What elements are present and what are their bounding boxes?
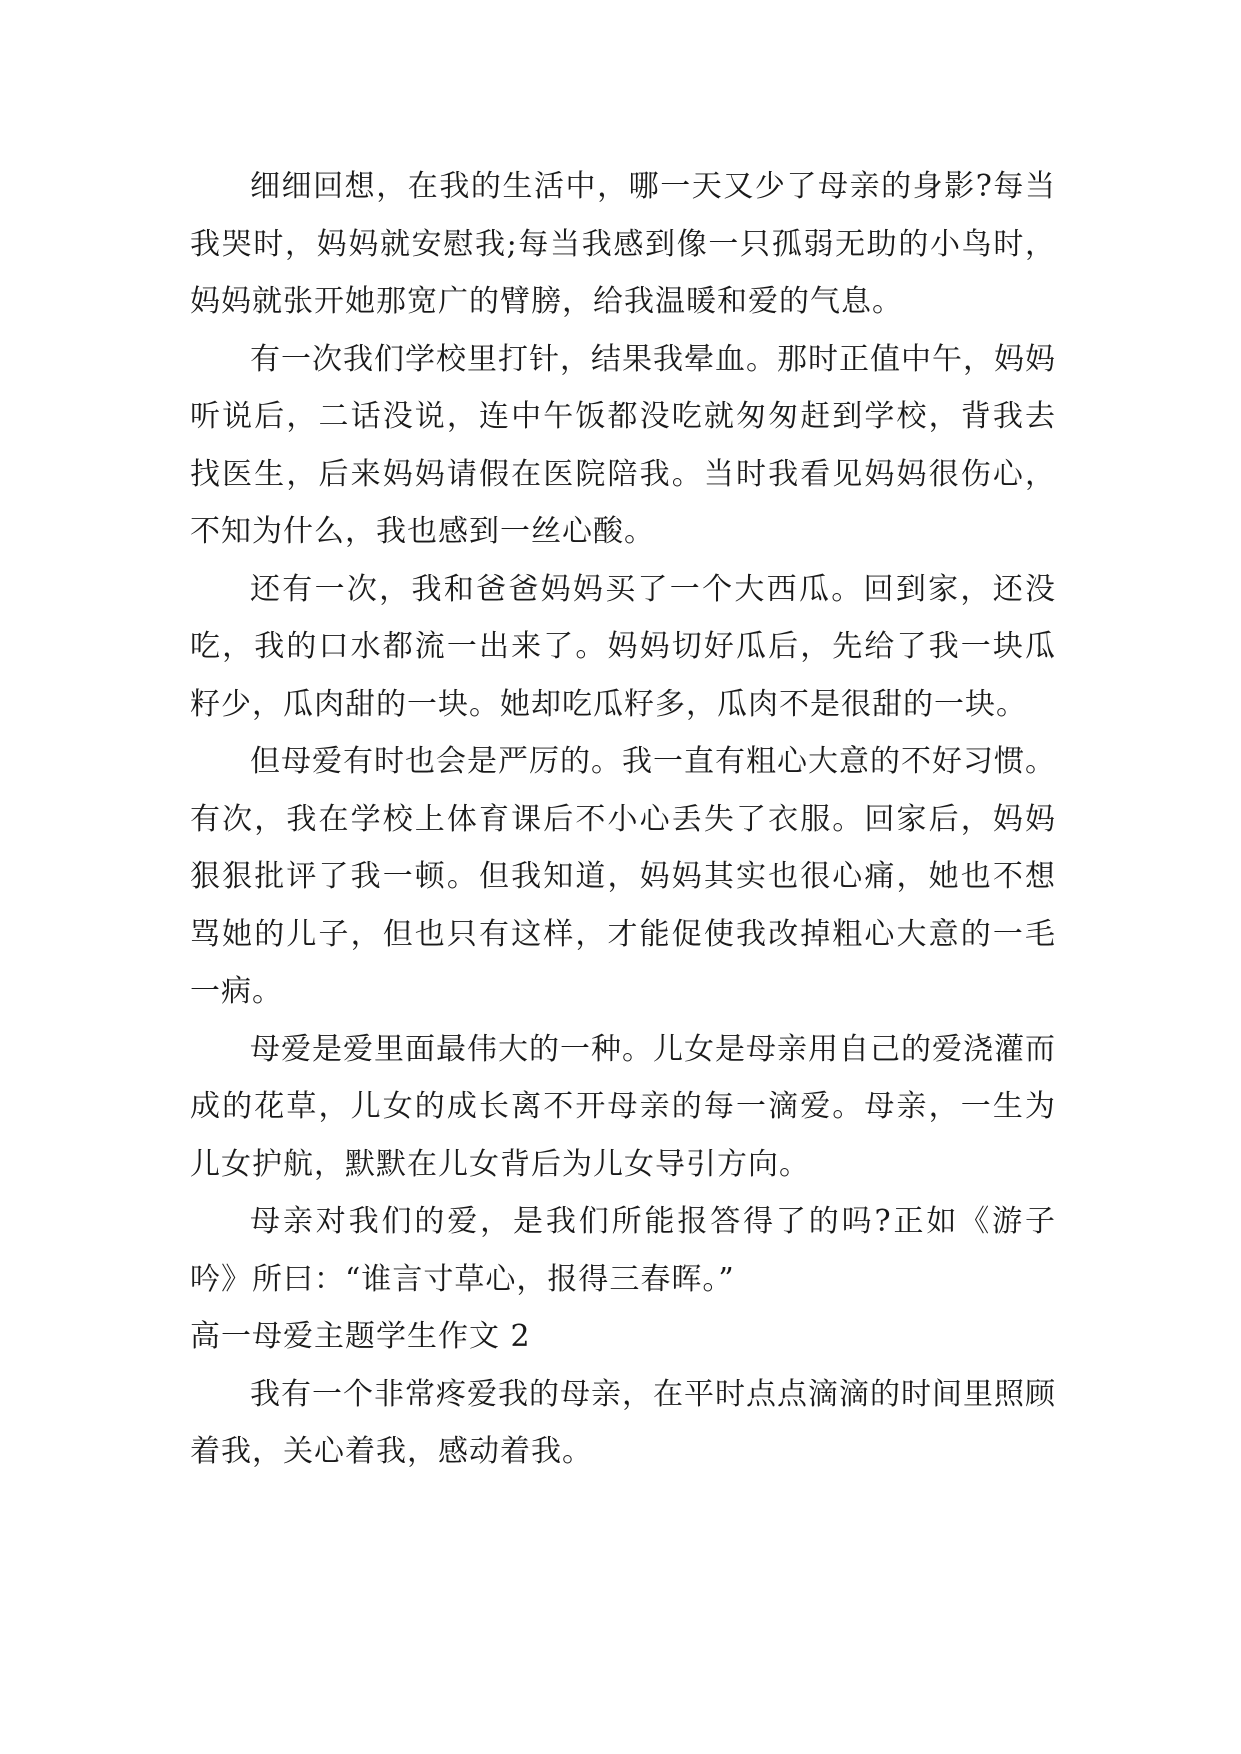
paragraph: 我有一个非常疼爱我的母亲，在平时点点滴滴的时间里照顾着我，关心着我，感动着我。 — [190, 1376, 1056, 1469]
paragraph: 母爱是爱里面最伟大的一种。儿女是母亲用自己的爱浇灌而成的花草，儿女的成长离不开母亲的每一滴爱。母亲，一生为儿女护航，默默在儿女背后为儿女导引方向。 — [190, 1031, 1056, 1182]
section-heading: 高一母爱主题学生作文 2 — [190, 1319, 531, 1354]
paragraph: 母亲对我们的爱，是我们所能报答得了的吗?正如《游子吟》所曰：“谁言寸草心，报得三春晖。” — [190, 1204, 1056, 1297]
document-body — [190, 158, 1056, 1481]
paragraph: 细细回想，在我的生活中，哪一天又少了母亲的身影?每当我哭时，妈妈就安慰我;每当我感到像一只孤弱无助的小鸟时，妈妈就张开她那宽广的臂膀，给我温暖和爱的气息。 — [190, 169, 1056, 319]
paragraph: 还有一次，我和爸爸妈妈买了一个大西瓜。回到家，还没吃，我的口水都流一出来了。妈妈切好瓜后，先给了我一块瓜籽少，瓜肉甜的一块。她却吃瓜籽多，瓜肉不是很甜的一块。 — [190, 571, 1056, 722]
paragraph: 有一次我们学校里打针，结果我晕血。那时正值中午，妈妈听说后，二话没说，连中午饭都没吃就匆匆赶到学校，背我去找医生，后来妈妈请假在医院陪我。当时我看见妈妈很伤心，不知为什么，我也感到一丝心酸。 — [190, 341, 1056, 549]
paragraph: 但母爱有时也会是严厉的。我一直有粗心大意的不好习惯。有次，我在学校上体育课后不小心丢失了衣服。回家后，妈妈狠狠批评了我一顿。但我知道，妈妈其实也很心痛，她也不想骂她的儿子，但也只有这样，才能促使我改掉粗心大意的一毛一病。 — [190, 744, 1056, 1009]
